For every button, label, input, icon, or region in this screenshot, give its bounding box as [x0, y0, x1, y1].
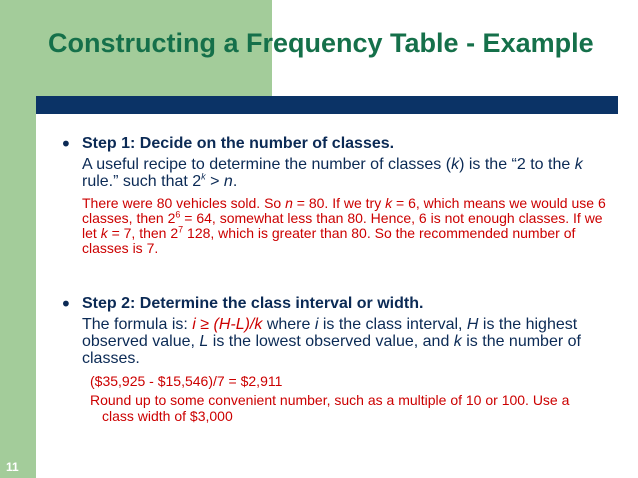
step1-description: A useful recipe to determine the number of classes (k) is the “2 to the k rule.” such that $2^k > n$. [82, 156, 583, 190]
step1-heading: Step 1: Decide on the number of classes. [82, 135, 395, 152]
title-underline-bar [36, 96, 618, 114]
step2-formula: The formula is: i ≥ (H-L)/k where i is the class interval, H is the highest observed value, L is the lowest observed value, and k is the number of classes. [82, 316, 581, 367]
step1-block [60, 134, 620, 256]
step2-heading: Step 2: Determine the class interval or width. [82, 295, 424, 312]
step2-block [60, 294, 620, 424]
left-accent-bar [0, 0, 36, 478]
step2-rounding-note: Round up to some convenient number, such as a multiple of 10 or 100. Use a class width of $3,000 [90, 392, 570, 424]
formula-expression: i ≥ (H-L)/k [192, 316, 263, 333]
step1-example: There were 80 vehicles sold. So n = 80. If we try k = 6, which means we would use 6 classes, then $2^6 = 64$, somewhat less than 80. Hence, 6 is not enough classes. If we let k = 7, then $2^7$ 128, which is greater than 80. So the recommended number of classes is 7. [82, 195, 606, 256]
step2-calculation: ($35,925 - $15,546)/7 = $2,911 [90, 373, 283, 389]
slide-number: 11 [6, 460, 19, 474]
slide-title: Constructing a Frequency Table - Example [48, 28, 594, 58]
bullet-icon: • [60, 132, 72, 156]
bullet-icon: • [60, 292, 72, 316]
